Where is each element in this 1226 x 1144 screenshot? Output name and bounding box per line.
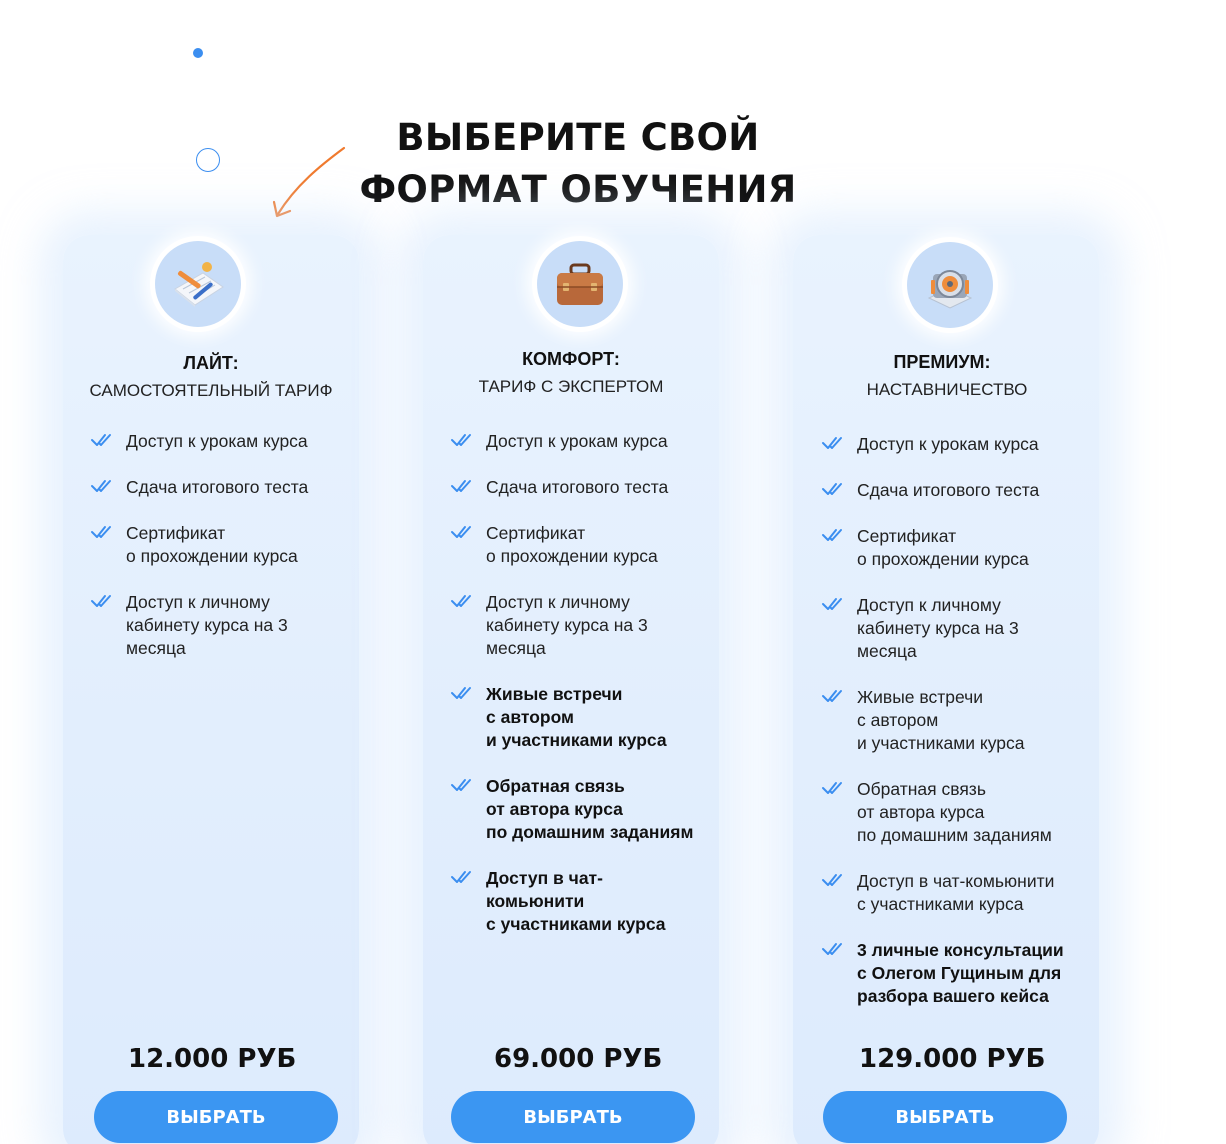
double-check-icon xyxy=(90,431,114,449)
feature-item: Сертификат о прохождении курса xyxy=(90,522,350,568)
decorative-ring xyxy=(196,148,220,172)
price-premium: 129.000 РУБ xyxy=(859,1044,1046,1074)
feature-item: Живые встречи с автором и участниками курса xyxy=(450,683,712,752)
double-check-icon xyxy=(821,779,845,797)
price-comfort: 69.000 РУБ xyxy=(494,1044,663,1074)
feature-item: Сертификат о прохождении курса xyxy=(821,525,1091,571)
double-check-icon xyxy=(821,526,845,544)
section-title-line-1: ВЫБЕРИТЕ СВОЙ xyxy=(396,116,760,159)
double-check-icon xyxy=(450,684,474,702)
feature-item: 3 личные консультации с Олегом Гущиным для разбора вашего кейса xyxy=(821,939,1091,1008)
double-check-icon xyxy=(450,477,474,495)
plan-name-premium: ПРЕМИУМ: xyxy=(893,352,991,372)
plan-subtitle-premium: НАСТАВНИЧЕСТВО xyxy=(866,380,1028,399)
plan-name-lite: ЛАЙТ: xyxy=(183,353,239,373)
feature-item: Доступ к личному кабинету курса на 3 месяца xyxy=(450,591,712,660)
choose-premium-button[interactable]: ВЫБРАТЬ xyxy=(823,1091,1067,1143)
double-check-icon xyxy=(450,868,474,886)
feature-item: Сдача итогового теста xyxy=(450,476,712,499)
feature-item: Доступ к урокам курса xyxy=(821,433,1091,456)
feature-item: Живые встречи с автором и участниками курса xyxy=(821,686,1091,755)
double-check-icon xyxy=(450,592,474,610)
double-check-icon xyxy=(821,434,845,452)
notepad-icon xyxy=(150,236,246,332)
briefcase-icon xyxy=(532,236,628,332)
feature-item: Доступ в чат-комьюнити с участниками курса xyxy=(821,870,1091,916)
double-check-icon xyxy=(90,592,114,610)
double-check-icon xyxy=(450,431,474,449)
feature-item: Доступ к урокам курса xyxy=(90,430,350,453)
feature-item: Доступ к личному кабинету курса на 3 месяца xyxy=(90,591,350,660)
section-title-line-2: ФОРМАТ ОБУЧЕНИЯ xyxy=(359,168,797,211)
price-lite: 12.000 РУБ xyxy=(128,1044,297,1074)
plan-name-comfort: КОМФОРТ: xyxy=(522,349,620,369)
feature-item: Доступ в чат- комьюнити с участниками курса xyxy=(450,867,712,936)
double-check-icon xyxy=(450,776,474,794)
feature-item: Доступ к урокам курса xyxy=(450,430,712,453)
plan-subtitle-lite: САМОСТОЯТЕЛЬНЫЙ ТАРИФ xyxy=(89,381,333,400)
feature-list-premium xyxy=(821,433,1091,1008)
plan-subtitle-comfort: ТАРИФ С ЭКСПЕРТОМ xyxy=(478,377,664,396)
feature-list-lite xyxy=(90,430,350,660)
feature-item: Доступ к личному кабинету курса на 3 месяца xyxy=(821,594,1091,663)
feature-item: Сертификат о прохождении курса xyxy=(450,522,712,568)
section-title xyxy=(300,112,856,216)
double-check-icon xyxy=(821,871,845,889)
double-check-icon xyxy=(821,687,845,705)
engine-icon xyxy=(902,237,998,333)
feature-item: Обратная связь от автора курса по домашним заданиям xyxy=(450,775,712,844)
double-check-icon xyxy=(450,523,474,541)
double-check-icon xyxy=(821,595,845,613)
double-check-icon xyxy=(90,523,114,541)
choose-lite-button[interactable]: ВЫБРАТЬ xyxy=(94,1091,338,1143)
decorative-dot xyxy=(193,48,203,58)
double-check-icon xyxy=(821,940,845,958)
feature-item: Обратная связь от автора курса по домашним заданиям xyxy=(821,778,1091,847)
double-check-icon xyxy=(821,480,845,498)
feature-list-comfort xyxy=(450,430,712,936)
double-check-icon xyxy=(90,477,114,495)
choose-comfort-button[interactable]: ВЫБРАТЬ xyxy=(451,1091,695,1143)
feature-item: Сдача итогового теста xyxy=(821,479,1091,502)
feature-item: Сдача итогового теста xyxy=(90,476,350,499)
